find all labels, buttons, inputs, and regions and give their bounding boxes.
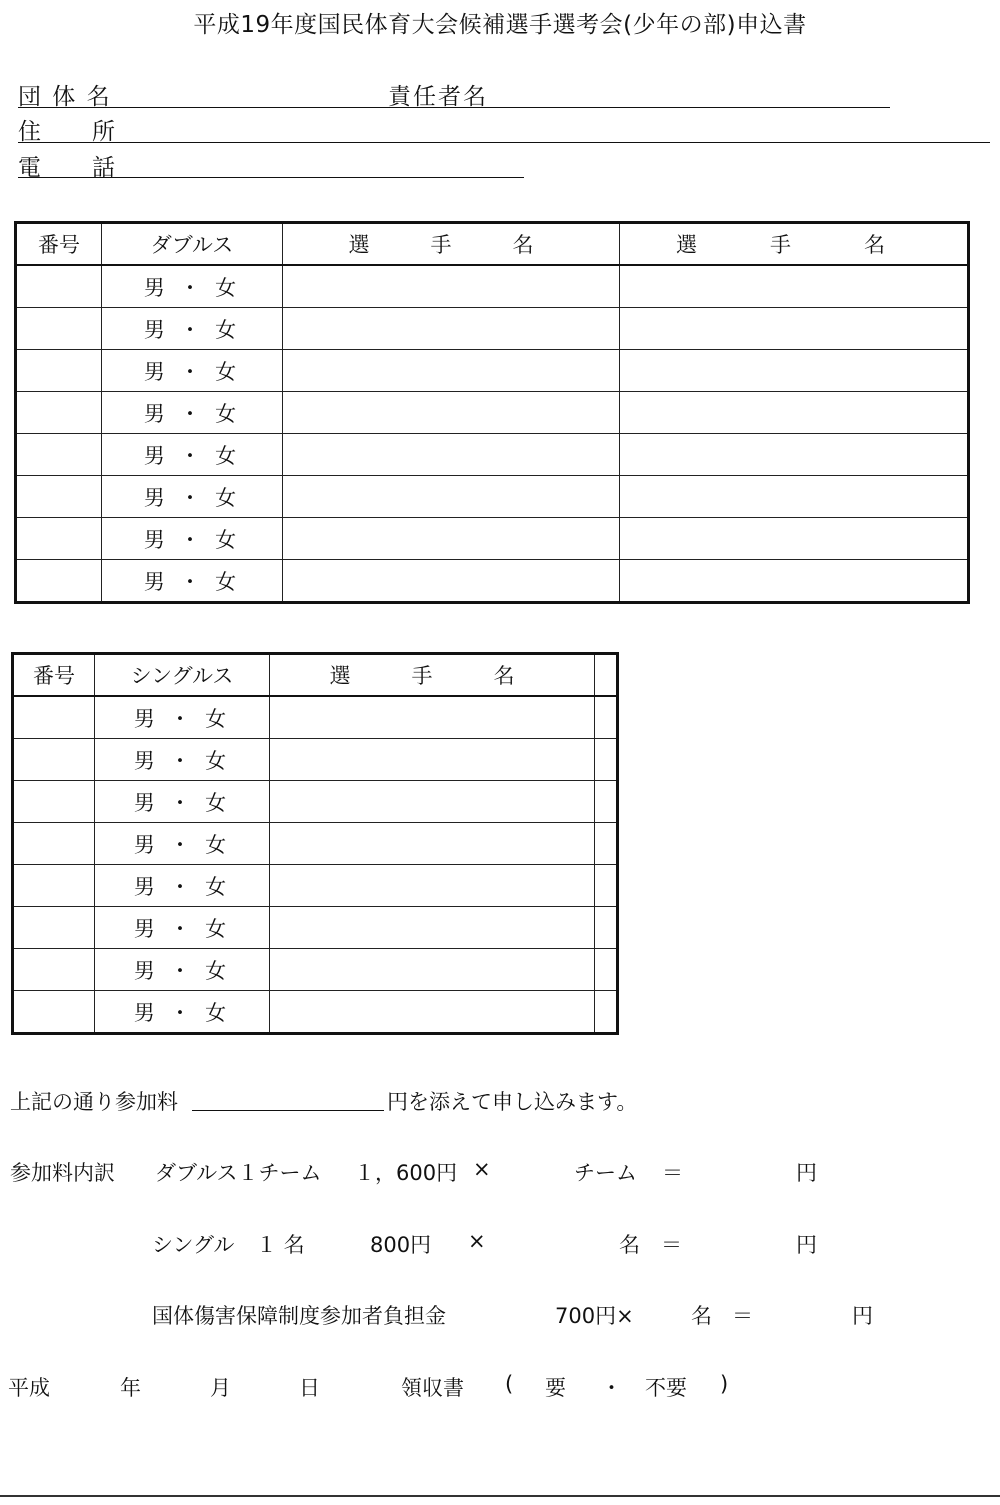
- extra-cell: [595, 991, 618, 1034]
- singles-extra-header: [595, 654, 618, 697]
- player-name-cell[interactable]: [283, 476, 620, 518]
- doubles-type-header: ダブルス: [102, 223, 283, 266]
- singles-table: [11, 652, 619, 1035]
- player-name-cell[interactable]: [620, 560, 969, 603]
- player-name-cell[interactable]: [283, 350, 620, 392]
- singles-yen: 円: [796, 1233, 817, 1257]
- table-row: [16, 476, 969, 518]
- player-name-cell[interactable]: [270, 781, 595, 823]
- player-name-cell[interactable]: [283, 560, 620, 603]
- doubles-header-row: [16, 223, 969, 266]
- extra-cell: [595, 907, 618, 949]
- gender-choice[interactable]: 男 ・ 女: [102, 434, 283, 476]
- gender-choice[interactable]: 男 ・ 女: [95, 823, 270, 865]
- number-cell[interactable]: [13, 696, 95, 739]
- phone-field[interactable]: [18, 177, 524, 178]
- singles-fee-price: 800円: [370, 1233, 432, 1257]
- manager-name-label: 責任者名: [388, 84, 488, 110]
- number-cell[interactable]: [16, 434, 102, 476]
- number-cell[interactable]: [16, 350, 102, 392]
- singles-times: ×: [468, 1229, 486, 1253]
- singles-equals: ＝: [661, 1233, 682, 1257]
- gender-choice[interactable]: 男 ・ 女: [102, 308, 283, 350]
- table-row: [13, 907, 618, 949]
- player-name-cell[interactable]: [283, 518, 620, 560]
- number-cell[interactable]: [13, 781, 95, 823]
- gender-choice[interactable]: 男 ・ 女: [102, 518, 283, 560]
- address-field[interactable]: [18, 142, 990, 143]
- number-cell[interactable]: [16, 518, 102, 560]
- receipt-open-paren: (: [505, 1372, 514, 1396]
- doubles-fee-item: ダブルス１チーム: [155, 1161, 322, 1185]
- extra-cell: [595, 823, 618, 865]
- doubles-fee-price: １，600円: [354, 1161, 458, 1185]
- player-name-cell[interactable]: [620, 434, 969, 476]
- player-name-cell[interactable]: [270, 823, 595, 865]
- player-name-cell[interactable]: [283, 392, 620, 434]
- gender-choice[interactable]: 男 ・ 女: [95, 696, 270, 739]
- gender-choice[interactable]: 男 ・ 女: [95, 907, 270, 949]
- extra-cell: [595, 865, 618, 907]
- number-cell[interactable]: [13, 865, 95, 907]
- gender-choice[interactable]: 男 ・ 女: [102, 350, 283, 392]
- player-name-cell[interactable]: [283, 265, 620, 308]
- number-cell[interactable]: [16, 265, 102, 308]
- table-row: [13, 823, 618, 865]
- number-cell[interactable]: [13, 739, 95, 781]
- fee-statement-prefix: 上記の通り参加料: [10, 1090, 178, 1114]
- player-name-cell[interactable]: [620, 308, 969, 350]
- insurance-equals: ＝: [732, 1304, 753, 1328]
- number-cell[interactable]: [16, 560, 102, 603]
- table-row: [16, 560, 969, 603]
- group-name-label: 団 体 名: [18, 84, 112, 110]
- doubles-yen: 円: [796, 1161, 817, 1185]
- extra-cell: [595, 781, 618, 823]
- player-name-cell[interactable]: [620, 476, 969, 518]
- number-cell[interactable]: [16, 392, 102, 434]
- doubles-number-header: 番号: [16, 223, 102, 266]
- gender-choice[interactable]: 男 ・ 女: [95, 949, 270, 991]
- gender-choice[interactable]: 男 ・ 女: [102, 560, 283, 603]
- doubles-player1-header: 選 手 名: [283, 223, 620, 266]
- singles-player-header: 選 手 名: [270, 654, 595, 697]
- doubles-table: [14, 221, 970, 604]
- number-cell[interactable]: [13, 949, 95, 991]
- player-name-cell[interactable]: [620, 350, 969, 392]
- table-row: [13, 696, 618, 739]
- insurance-fee-price: 700円×: [555, 1304, 634, 1328]
- player-name-cell[interactable]: [270, 907, 595, 949]
- doubles-times: ×: [473, 1157, 491, 1181]
- number-cell[interactable]: [16, 308, 102, 350]
- extra-cell: [595, 739, 618, 781]
- receipt-separator: ・: [601, 1376, 622, 1400]
- gender-choice[interactable]: 男 ・ 女: [102, 476, 283, 518]
- table-row: [13, 865, 618, 907]
- table-row: [16, 350, 969, 392]
- gender-choice[interactable]: 男 ・ 女: [95, 739, 270, 781]
- player-name-cell[interactable]: [283, 434, 620, 476]
- table-row: [16, 434, 969, 476]
- page-bottom-border: [0, 1495, 1000, 1497]
- player-name-cell[interactable]: [620, 265, 969, 308]
- date-era: 平成: [8, 1376, 50, 1400]
- player-name-cell[interactable]: [270, 696, 595, 739]
- phone-label: 電 話: [18, 155, 129, 181]
- address-label: 住 所: [18, 119, 129, 145]
- date-year: 年: [120, 1376, 141, 1400]
- singles-number-header: 番号: [13, 654, 95, 697]
- number-cell[interactable]: [13, 823, 95, 865]
- player-name-cell[interactable]: [283, 308, 620, 350]
- player-name-cell[interactable]: [270, 949, 595, 991]
- table-row: [13, 991, 618, 1034]
- table-row: [13, 739, 618, 781]
- doubles-equals: ＝: [662, 1161, 683, 1185]
- table-row: [13, 781, 618, 823]
- table-row: [16, 518, 969, 560]
- number-cell[interactable]: [13, 991, 95, 1034]
- singles-type-header: シングルス: [95, 654, 270, 697]
- receipt-label: 領収書: [401, 1376, 464, 1400]
- doubles-unit: チーム: [574, 1161, 637, 1185]
- receipt-option-no-need[interactable]: 不要: [645, 1376, 687, 1400]
- player-name-cell[interactable]: [270, 991, 595, 1034]
- player-name-cell[interactable]: [270, 865, 595, 907]
- table-row: [13, 949, 618, 991]
- player-name-cell[interactable]: [620, 392, 969, 434]
- gender-choice[interactable]: 男 ・ 女: [102, 392, 283, 434]
- player-name-cell[interactable]: [270, 739, 595, 781]
- fee-statement-suffix: 円を添えて申し込みます。: [387, 1090, 638, 1114]
- date-month: 月: [210, 1376, 231, 1400]
- number-cell[interactable]: [16, 476, 102, 518]
- date-day: 日: [299, 1376, 320, 1400]
- gender-choice[interactable]: 男 ・ 女: [95, 991, 270, 1034]
- table-row: [16, 392, 969, 434]
- gender-choice[interactable]: 男 ・ 女: [95, 865, 270, 907]
- table-row: [16, 265, 969, 308]
- insurance-yen: 円: [852, 1304, 873, 1328]
- extra-cell: [595, 696, 618, 739]
- insurance-fee-item: 国体傷害保障制度参加者負担金: [152, 1304, 446, 1328]
- player-name-cell[interactable]: [620, 518, 969, 560]
- insurance-unit: 名: [691, 1304, 712, 1328]
- extra-cell: [595, 949, 618, 991]
- receipt-option-need[interactable]: 要: [545, 1376, 566, 1400]
- number-cell[interactable]: [13, 907, 95, 949]
- singles-fee-item: シングル: [152, 1233, 235, 1257]
- receipt-close-paren: ): [720, 1372, 729, 1396]
- doubles-player2-header: 選 手 名: [620, 223, 969, 266]
- gender-choice[interactable]: 男 ・ 女: [102, 265, 283, 308]
- table-row: [16, 308, 969, 350]
- fee-amount-field[interactable]: [192, 1110, 384, 1111]
- singles-header-row: [13, 654, 618, 697]
- breakdown-label: 参加料内訳: [10, 1161, 115, 1185]
- gender-choice[interactable]: 男 ・ 女: [95, 781, 270, 823]
- singles-fee-qty: １ 名: [256, 1233, 305, 1257]
- page-title: 平成19年度国民体育大会候補選手選考会(少年の部)申込書: [193, 12, 807, 38]
- singles-unit: 名: [619, 1233, 640, 1257]
